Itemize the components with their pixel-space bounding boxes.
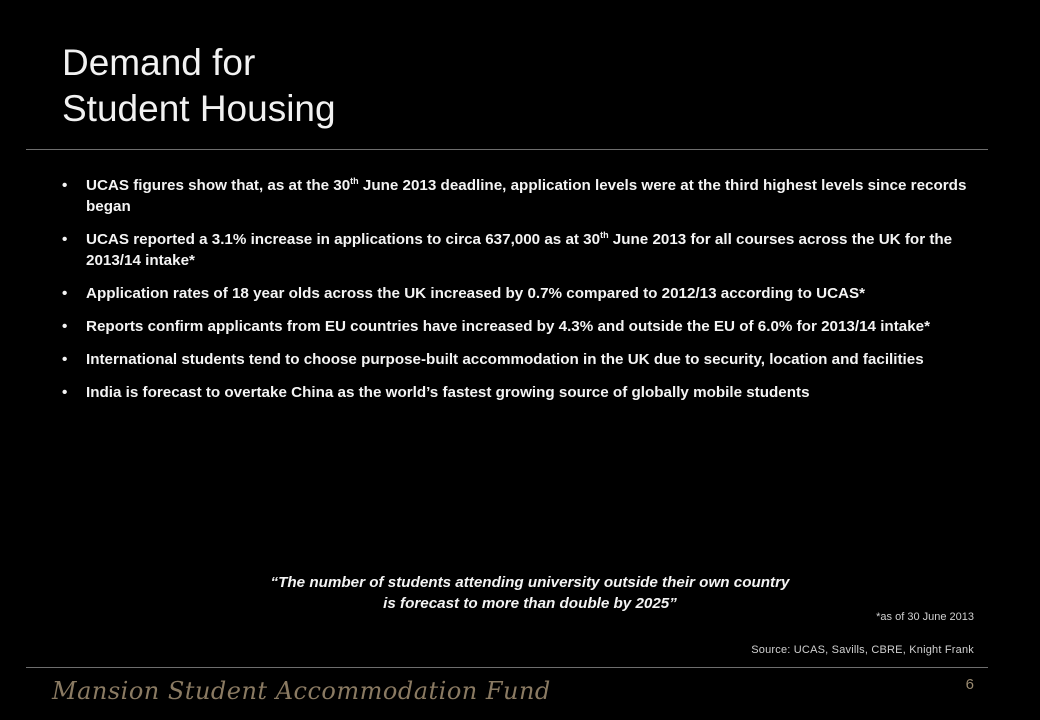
bullet-item (62, 283, 987, 304)
bullet-text: UCAS reported a 3.1% increase in applications to circa 637,000 as at 30 (86, 231, 601, 248)
bullet-item (62, 316, 987, 337)
brand-logo-text: Mansion Student Accommodation Fund (52, 677, 551, 705)
bottom-divider (26, 667, 988, 668)
bullet-text-continued: June 2013 deadline, application levels were at the third highest levels since records began (86, 177, 967, 215)
pull-quote (210, 572, 850, 614)
slide-title (62, 40, 336, 132)
bullet-dot: • (62, 285, 68, 302)
footnote: *as of 30 June 2013 (876, 611, 974, 623)
slide-title-line-2: Student Housing (62, 88, 336, 129)
source-citation: Source: UCAS, Savills, CBRE, Knight Frank (751, 644, 974, 656)
bullet-dot: • (62, 384, 68, 401)
bullet-item (62, 175, 987, 217)
bullet-text: Application rates of 18 year olds across the UK increased by 0.7% compared to 2012/13 according to UCAS* (86, 285, 866, 302)
slide-title-line-1: Demand for (62, 42, 256, 83)
page-number: 6 (965, 676, 974, 693)
bullet-dot: • (62, 318, 68, 335)
bullet-dot: • (62, 231, 68, 248)
bullet-text: International students tend to choose purpose-built accommodation in the UK due to security, location and facilities (86, 351, 924, 368)
bullet-item (62, 349, 987, 370)
pull-quote-line-2: is forecast to more than double by 2025” (383, 595, 677, 612)
bullet-item (62, 229, 987, 271)
bullet-text-continued: June 2013 for all courses across the UK for the 2013/14 intake* (86, 231, 953, 269)
top-divider (26, 149, 988, 150)
bullet-superscript: th (350, 175, 359, 186)
bullet-dot: • (62, 177, 68, 194)
bullet-item (62, 382, 987, 403)
bullet-dot: • (62, 351, 68, 368)
bullet-list (62, 175, 987, 415)
bullet-superscript: th (600, 229, 609, 240)
pull-quote-line-1: “The number of students attending university outside their own country (270, 574, 790, 591)
bullet-text: Reports confirm applicants from EU countries have increased by 4.3% and outside the EU of 6.0% for 2013/14 intake* (86, 318, 931, 335)
bullet-text: India is forecast to overtake China as the world’s fastest growing source of globally mobile students (86, 384, 810, 401)
bullet-text: UCAS figures show that, as at the 30 (86, 177, 351, 194)
